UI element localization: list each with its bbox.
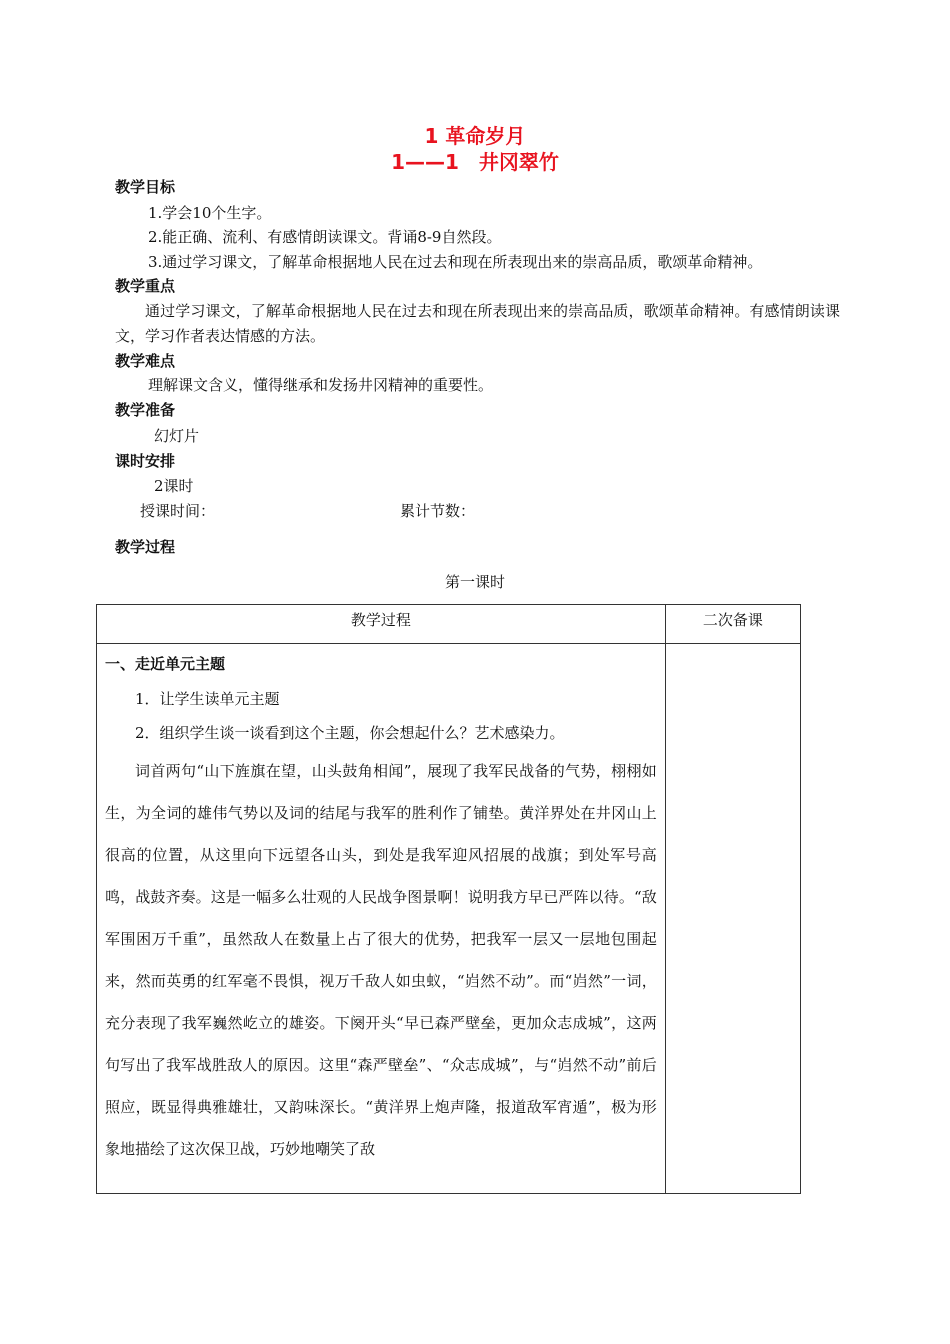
lesson-table bbox=[96, 604, 801, 1194]
process-cell bbox=[97, 644, 666, 1194]
analysis-paragraph: 词首两句“山下旌旗在望，山头鼓角相闻”，展现了我军民战备的气势，栩栩如生，为全词的雄伟气势以及词的结尾与我军的胜利作了铺垫。黄洋界处在井冈山上很高的位置，从这里向下远望各山头，到处是我军迎风招展的战旗；到处军号高鸣，战鼓齐奏。这是一幅多么壮观的人民战争图景啊！说明我方早已严阵以待。“敌军围困万千重”，虽然敌人在数量上占了很大的优势，把我军一层又一层地包围起来，然而英勇的红军毫不畏惧，视万千敌人如虫蚁，“岿然不动”。而“岿然”一词，充分表现了我军巍然屹立的雄姿。下阕开头“早已森严壁垒，更加众志成城”，这两句写出了我军战胜敌人的原因。这里“森严壁垒”、“众志成城”，与“岿然不动”前后照应，既显得典雅雄壮，又韵味深长。“黄洋界上炮声隆，报道敌军宵遁”，极为形象地描绘了这次保卫战，巧妙地嘲笑了敌 bbox=[105, 762, 657, 1158]
teach-time-label: 授课时间： bbox=[140, 502, 216, 520]
process-column-header: 教学过程 bbox=[97, 605, 666, 644]
difficulty-heading: 教学难点 bbox=[115, 352, 176, 370]
focus-text: 通过学习课文，了解革命根据地人民在过去和现在所表现出来的崇高品质，歌颂革命精神。有感情朗读课文，学习作者表达情感的方法。 bbox=[115, 302, 840, 345]
focus-heading: 教学重点 bbox=[115, 277, 176, 295]
total-lessons-label: 累计节数： bbox=[400, 502, 476, 520]
lesson-unit-title: 1 革命岁月 bbox=[424, 124, 526, 148]
goals-heading: 教学目标 bbox=[115, 178, 176, 196]
prep-text: 幻灯片 bbox=[154, 427, 200, 445]
process-heading: 教学过程 bbox=[115, 538, 176, 556]
table-row bbox=[97, 644, 801, 1194]
goal-item-3: 3.通过学习课文，了解革命根据地人民在过去和现在所表现出来的崇高品质，歌颂革命精神。 bbox=[148, 253, 763, 271]
revision-cell bbox=[665, 644, 800, 1194]
section-title: 一、走近单元主题 bbox=[105, 655, 226, 673]
lesson-title: 1——1 井冈翠竹 bbox=[391, 150, 559, 174]
table-header-row bbox=[97, 605, 801, 644]
list-item: 2．组织学生谈一谈看到这个主题，你会想起什么？艺术感染力。 bbox=[135, 724, 565, 742]
goal-item-1: 1.学会10个生字。 bbox=[148, 204, 272, 222]
lesson-label: 第一课时 bbox=[444, 573, 505, 591]
goal-item-2: 2.能正确、流利、有感情朗读课文。背诵8-9自然段。 bbox=[148, 228, 502, 246]
prep-heading: 教学准备 bbox=[115, 401, 176, 419]
list-item: 1．让学生读单元主题 bbox=[135, 690, 280, 708]
difficulty-text: 理解课文含义，懂得继承和发扬井冈精神的重要性。 bbox=[148, 376, 494, 394]
revision-column-header: 二次备课 bbox=[665, 605, 800, 644]
schedule-text: 2课时 bbox=[154, 477, 194, 495]
schedule-heading: 课时安排 bbox=[115, 452, 176, 470]
